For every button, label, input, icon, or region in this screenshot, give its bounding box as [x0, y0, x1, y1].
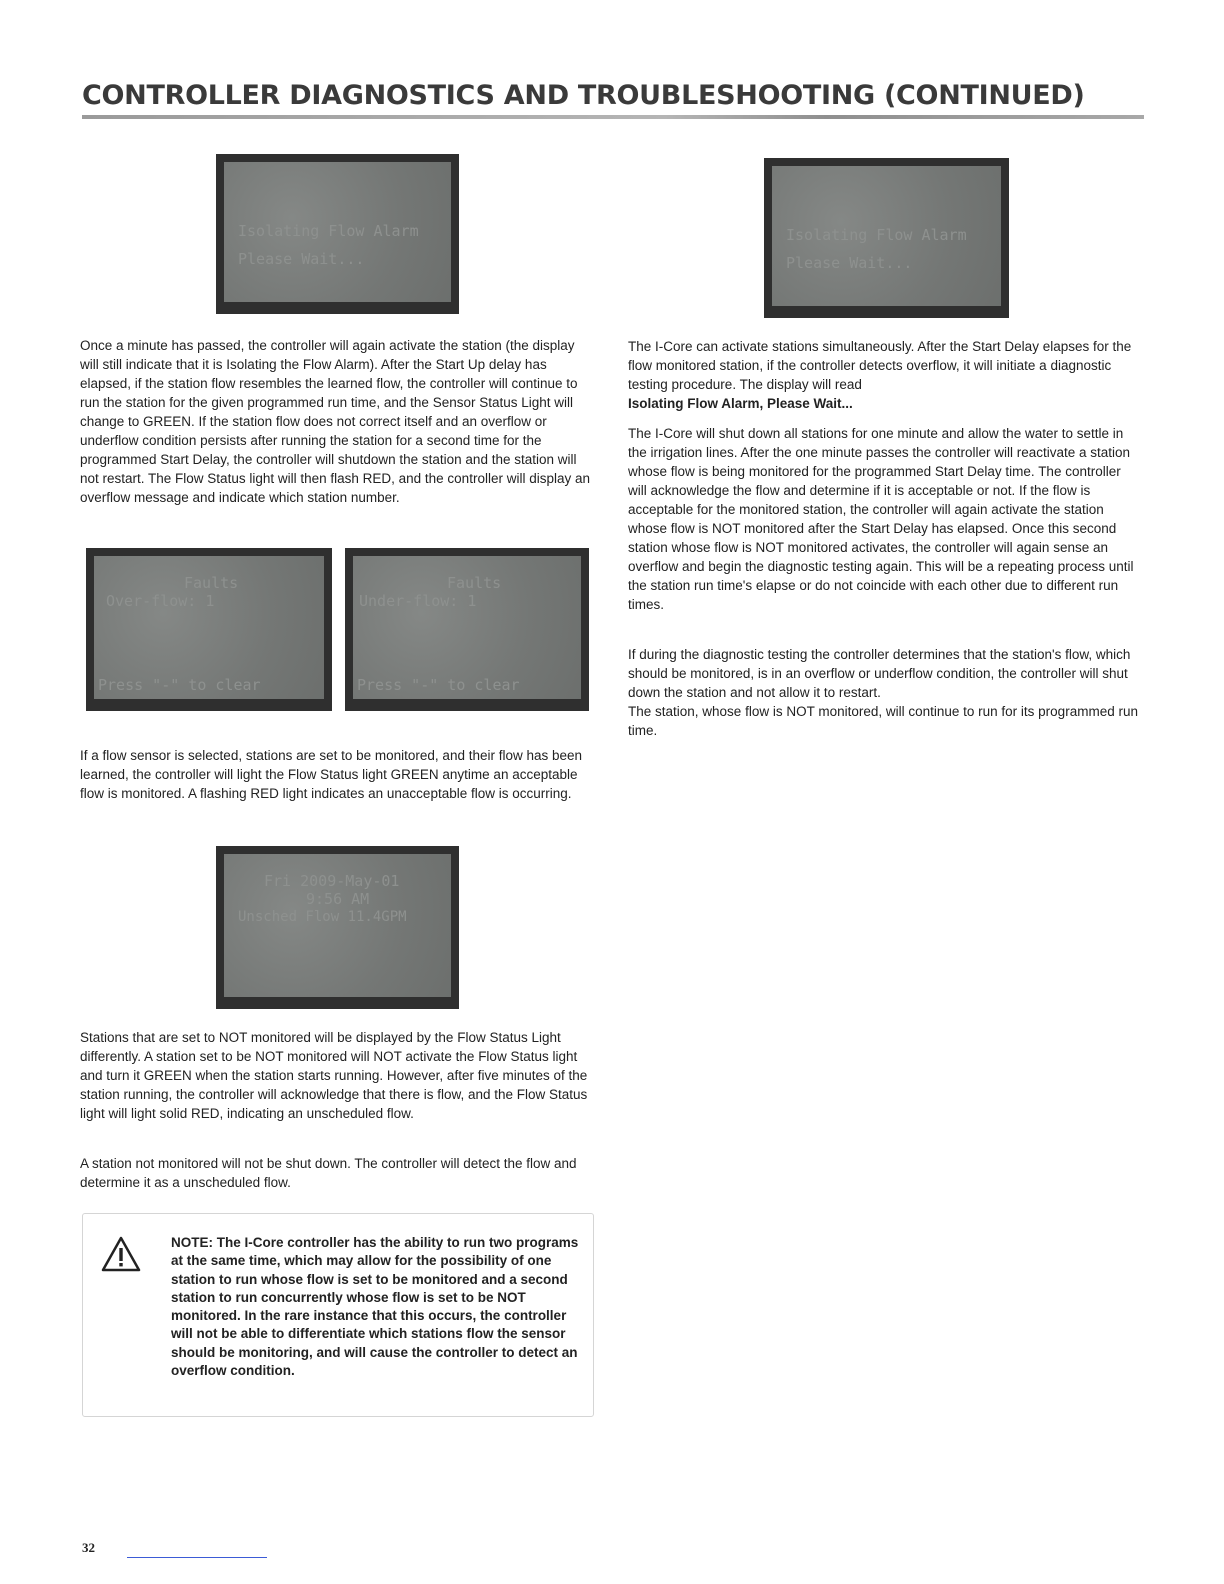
paragraph-continue: The station, whose flow is NOT monitored, will continue to run for its programmed run time.: [628, 704, 1138, 738]
lcd-line: Under-flow: 1: [359, 592, 477, 610]
paragraph-flow-sensor: If a flow sensor is selected, stations are set to be monitored, and their flow has been learned, the controller will light the Flow Status light GREEN anytime an acceptable flow is monitored. A flashing RED light indicates an unacceptable flow is occurring.: [80, 748, 583, 801]
paragraph-simultaneous-block: [628, 337, 1142, 413]
paragraph-simultaneous: The I-Core can activate stations simultaneously. After the Start Delay elapses for the flow monitored station, if the controller detects overflow, it will initiate a diagnostic testing procedure. The display will read: [628, 339, 1132, 392]
lcd-line: Over-flow: 1: [106, 592, 215, 610]
page-title: CONTROLLER DIAGNOSTICS AND TROUBLESHOOTING (CONTINUED): [82, 80, 1085, 111]
lcd-display-isolating-right: [764, 158, 1009, 318]
lcd-display-overflow: [86, 548, 332, 711]
lcd-line: Fri 2009-May-01: [264, 872, 400, 890]
paragraph-shut-down: The I-Core will shut down all stations for one minute and allow the water to settle in the irrigation lines. After the one minute passes the controller will reactivate a station whose flow is being monitored for the programmed Start Delay time. The controller will acknowledge the flow and determine if it is acceptable or not. If the flow is acceptable for the monitored station, the controller will again activate the station whose flow is NOT monitored after the Start Delay has elapsed. Once this second station whose flow is NOT monitored activates, the controller will again sense an overflow and begin the diagnostic testing again. This will be a repeating process until the station run time's elapse or do not coincide with each other due to different run times.: [628, 426, 1134, 612]
lcd-line: Isolating Flow Alarm: [238, 222, 419, 240]
lcd-footer: Press "-" to clear: [357, 676, 520, 694]
lcd-line: 9:56 AM: [306, 890, 370, 908]
paragraph-not-monitored: Stations that are set to NOT monitored will be displayed by the Flow Status Light differently. A station set to be NOT monitored will NOT activate the Flow Status light and turn it GREEN when the station starts running. However, after five minutes of the station running, the controller will acknowledge that there is flow, and the Flow Status light will light solid RED, indicating an unscheduled flow.: [80, 1030, 588, 1121]
lcd-line: Unsched Flow 11.4GPM: [238, 909, 407, 925]
note-box: [82, 1213, 594, 1417]
note-text: NOTE: The I-Core controller has the ability to run two programs at the same time, which may allow for the possibility of one station to run whose flow is set to be monitored and a second station to run concurrently whose flow is set to be NOT monitored. In the rare instance that this occurs, the controller will not be able to differentiate which stations flow the sensor should be monitoring, and will cause the controller to detect an overflow condition.: [171, 1235, 579, 1379]
lcd-screen: [353, 556, 581, 699]
lcd-line: Please Wait...: [238, 250, 365, 268]
footer-link-line: [127, 1557, 267, 1558]
paragraph-minute-passed: Once a minute has passed, the controller will again activate the station (the display will still indicate that it is Isolating the Flow Alarm). After the Start Up delay has elapsed, if the station flow resembles the learned flow, the controller will continue to run the station for the given programmed run time, and the Sensor Status Light will change to GREEN. If the station flow does not correct itself and an overflow or underflow condition persists after running the station for a second time for the programmed Start Delay, the controller will shutdown the station and the station will not restart. The Flow Status light will then flash RED, and the controller will display an overflow message and indicate which station number.: [80, 338, 590, 505]
paragraph-not-shut-down: A station not monitored will not be shut down. The controller will detect the flow and determine it as a unscheduled flow.: [80, 1156, 577, 1190]
lcd-screen: [224, 162, 451, 302]
lcd-line: Isolating Flow Alarm: [786, 226, 967, 244]
lcd-display-underflow: [345, 548, 589, 711]
page-number: 32: [82, 1540, 95, 1555]
lcd-display-isolating-left: [216, 154, 459, 314]
paragraph-simultaneous-bold: Isolating Flow Alarm, Please Wait...: [628, 396, 853, 411]
lcd-line: Please Wait...: [786, 254, 913, 272]
lcd-screen: [94, 556, 324, 699]
lcd-screen: [224, 854, 451, 997]
warning-triangle-icon: [101, 1236, 141, 1272]
lcd-title: Faults: [184, 574, 239, 592]
lcd-title: Faults: [447, 574, 502, 592]
paragraph-diagnostic: If during the diagnostic testing the controller determines that the station's flow, which should be monitored, is in an overflow or underflow condition, the controller will shut down the station and not allow it to restart.: [628, 647, 1131, 700]
lcd-footer: Press "-" to clear: [98, 676, 261, 694]
lcd-display-unscheduled: [216, 846, 459, 1009]
lcd-screen: [772, 166, 1001, 306]
header-rule: [82, 115, 1144, 119]
